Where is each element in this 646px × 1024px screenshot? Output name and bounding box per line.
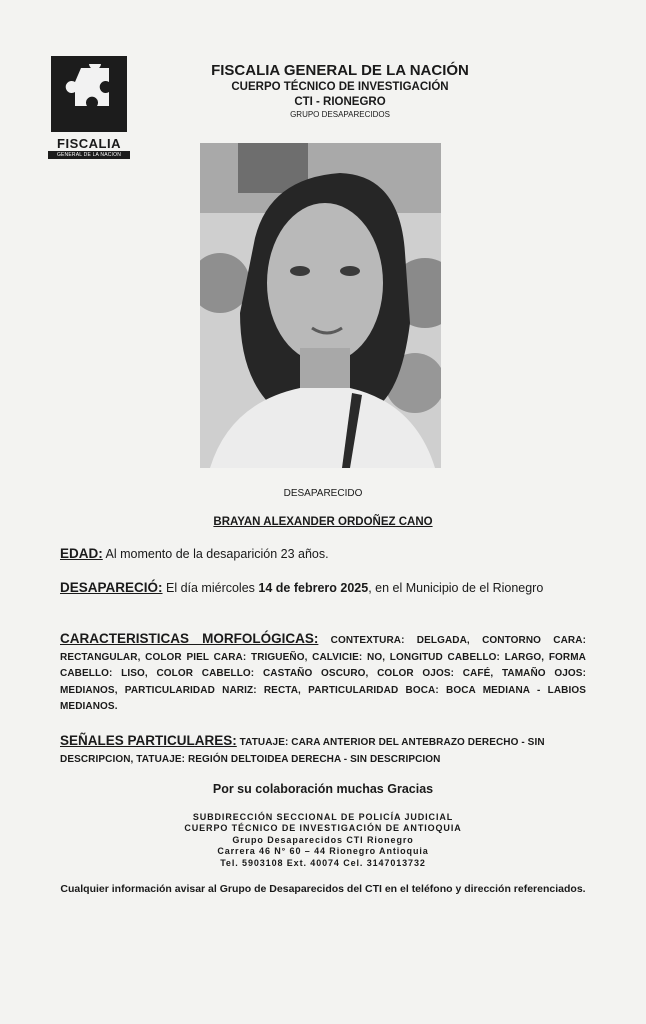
age-label: EDAD: <box>60 546 103 561</box>
header-office: CTI - RIONEGRO <box>294 96 386 108</box>
age-section <box>60 545 586 563</box>
person-name-text: BRAYAN ALEXANDER ORDOÑEZ CANO <box>213 516 433 528</box>
footer-note: Cualquier información avisar al Grupo de Desaparecidos del CTI en el teléfono y dirección referenciados. <box>60 883 586 895</box>
header-institution: FISCALIA GENERAL DE LA NACIÓN <box>211 62 469 79</box>
logo-subtitle: GENERAL DE LA NACION <box>48 151 130 159</box>
contact-phone: Tel. 5903108 Ext. 40074 Cel. 3147013732 <box>220 858 426 868</box>
morphology-section <box>60 632 586 715</box>
header-department: CUERPO TÉCNICO DE INVESTIGACIÓN <box>231 81 449 93</box>
header-group: GRUPO DESAPARECIDOS <box>290 110 390 119</box>
marks-section <box>60 734 586 767</box>
puzzle-piece-icon <box>51 56 127 132</box>
person-name <box>0 516 646 528</box>
disappearance-date: 14 de febrero 2025 <box>258 581 369 595</box>
disappearance-section <box>60 580 586 596</box>
contact-line-2: CUERPO TÉCNICO DE INVESTIGACIÓN DE ANTIOQUIA <box>184 823 462 833</box>
contact-address: Carrera 46 N° 60 – 44 Rionegro Antioquia <box>217 846 429 856</box>
fiscalia-logo <box>48 56 130 159</box>
disappearance-label: DESAPARECIÓ: <box>60 580 163 595</box>
missing-person-photo <box>200 143 441 468</box>
thanks-message: Por su colaboración muchas Gracias <box>212 782 434 796</box>
marks-text: TATUAJE: CARA ANTERIOR DEL ANTEBRAZO DERECHO - SIN DESCRIPCION, TATUAJE: REGIÓN DELTOIDEA DERECHA - SIN DESCRIPCION <box>60 737 545 765</box>
status-label: DESAPARECIDO <box>283 488 363 499</box>
disappearance-text-after: , en el Municipio de el Rionegro <box>368 581 544 595</box>
morphology-text: CONTEXTURA: DELGADA, CONTORNO CARA: RECTANGULAR, COLOR PIEL CARA: TRIGUEÑO, CALVICIE: NO, LONGITUD CABELLO: LARGO, FORMA CABELLO: LISO, COLOR CABELLO: CASTAÑO OSCURO, COLOR OJOS: CAFÉ, TAMAÑO OJOS: MEDIANOS, PARTICULARIDAD NARIZ: RECTA, PARTICULARIDAD BOCA: BOCA MEDIANA - LABIOS MEDIANOS. <box>60 635 587 712</box>
age-text: Al momento de la desaparición 23 años. <box>102 547 329 561</box>
contact-line-3: Grupo Desaparecidos CTI Rionegro <box>232 835 414 845</box>
disappearance-text-before: El día miércoles <box>162 581 259 595</box>
marks-label: SEÑALES PARTICULARES: <box>60 733 237 748</box>
contact-line-1: SUBDIRECCIÓN SECCIONAL DE POLICÍA JUDICIAL <box>192 812 454 822</box>
logo-wordmark: FISCALIA <box>57 136 121 151</box>
morphology-label: CARACTERISTICAS MORFOLÓGICAS: <box>60 631 319 646</box>
